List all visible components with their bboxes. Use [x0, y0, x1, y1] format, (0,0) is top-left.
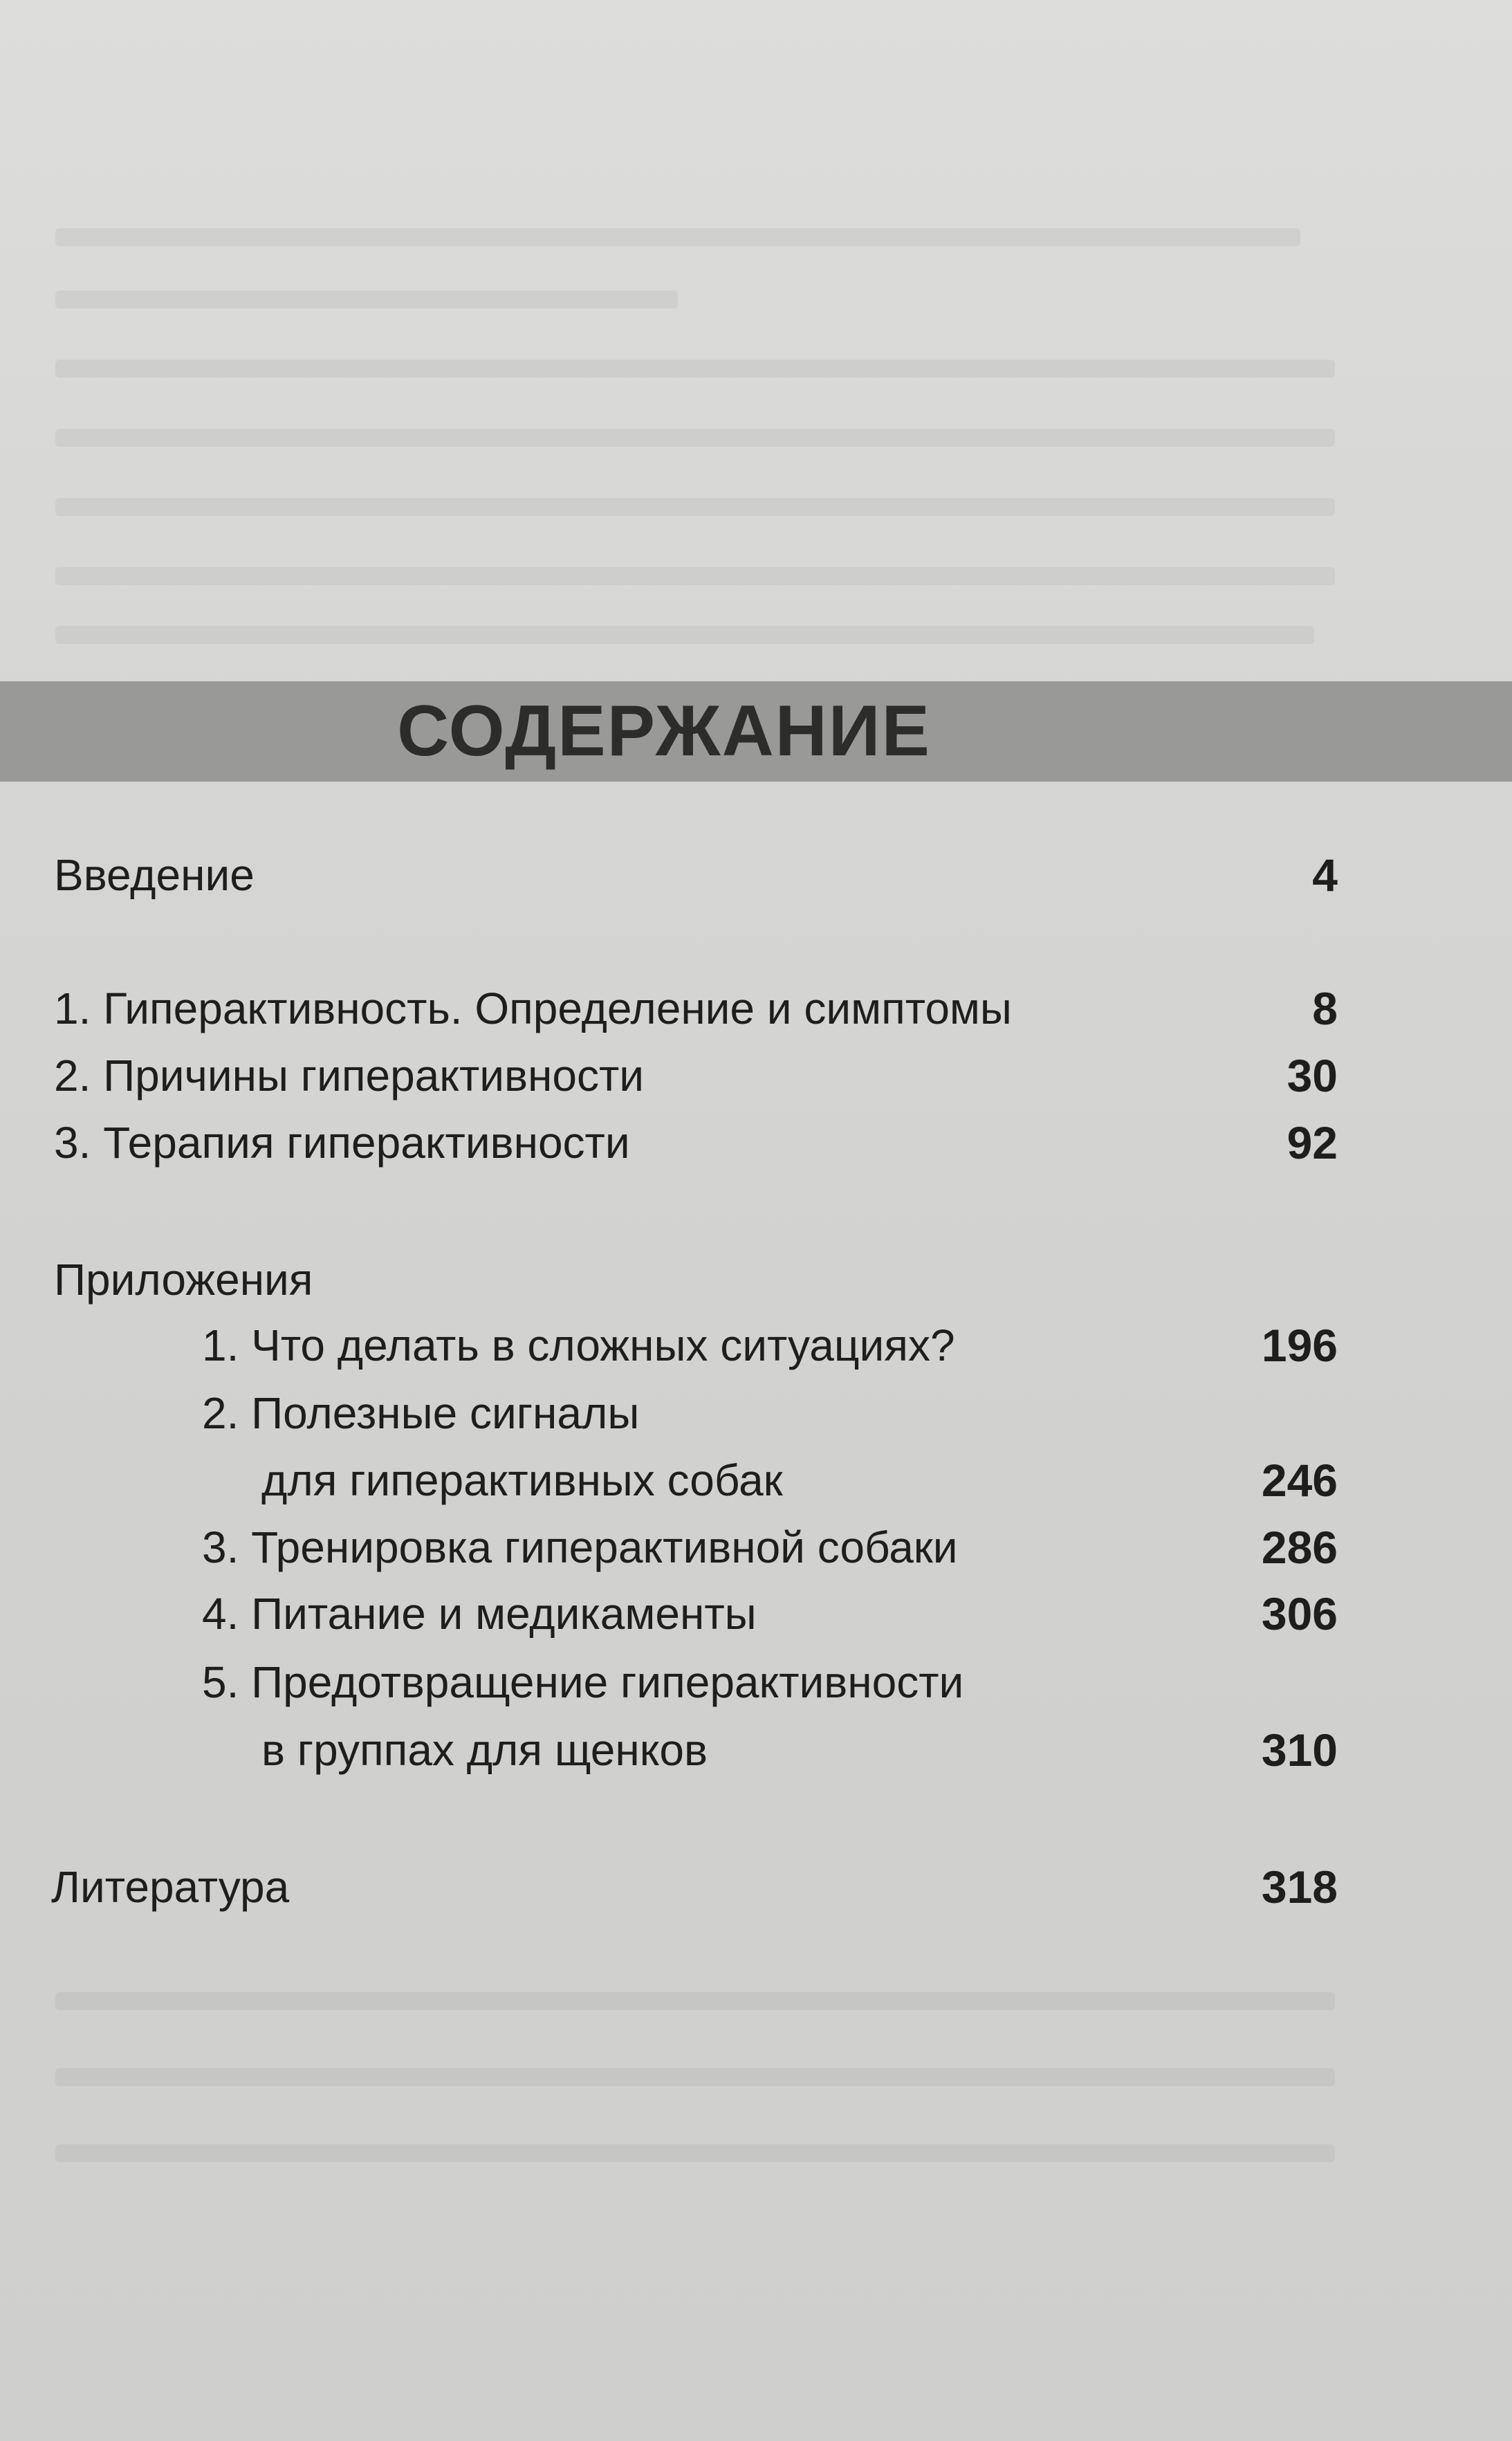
toc-entry-page: 306	[1261, 1588, 1338, 1639]
toc-entry-chapter-2[interactable]	[0, 1048, 1512, 1103]
toc-entry-page: 246	[1261, 1455, 1338, 1506]
toc-entry-appendix-5-cont[interactable]	[0, 1722, 1512, 1778]
toc-entry-label: Приложения	[54, 1255, 313, 1305]
toc-entry-page: 286	[1261, 1522, 1338, 1573]
toc-entry-appendix-1[interactable]	[0, 1318, 1512, 1373]
toc-entry-page: 30	[1287, 1050, 1338, 1101]
toc-entry-label: 3. Терапия гиперактивности	[54, 1118, 630, 1168]
toc-entry-appendix-4[interactable]	[0, 1586, 1512, 1641]
toc-entry-label: 3. Тренировка гиперактивной собаки	[202, 1522, 958, 1572]
toc-entry-page: 92	[1287, 1117, 1338, 1168]
toc-entry-page: 196	[1261, 1320, 1338, 1371]
toc-entry-appendix-5[interactable]	[0, 1655, 1512, 1710]
toc-entry-intro[interactable]	[0, 847, 1512, 903]
toc-entry-label: для гиперактивных собак	[261, 1455, 783, 1505]
toc-entry-label: 4. Питание и медикаменты	[202, 1589, 757, 1639]
toc-entry-appendix-3[interactable]	[0, 1520, 1512, 1575]
toc-entry-label: Литература	[51, 1862, 290, 1912]
toc-entry-page: 310	[1261, 1724, 1338, 1776]
toc-entry-page: 8	[1312, 983, 1338, 1034]
toc-entry-label: 1. Что делать в сложных ситуациях?	[202, 1320, 955, 1370]
toc-entry-label: 5. Предотвращение гиперактивности	[202, 1657, 964, 1707]
toc-entry-label: в группах для щенков	[261, 1725, 708, 1775]
toc-entry-label: 1. Гиперактивность. Определение и симптомы	[54, 984, 1012, 1033]
toc-entry-bibliography[interactable]	[0, 1859, 1512, 1915]
toc-entry-appendix-2[interactable]	[0, 1385, 1512, 1441]
toc-entry-appendices[interactable]	[0, 1252, 1512, 1307]
toc-entry-label: 2. Полезные сигналы	[202, 1388, 640, 1438]
toc-entry-chapter-1[interactable]	[0, 981, 1512, 1036]
toc-heading: СОДЕРЖАНИЕ	[397, 691, 931, 771]
toc-entry-label: 2. Причины гиперактивности	[54, 1051, 645, 1100]
toc-entry-page: 318	[1261, 1861, 1338, 1913]
toc-entry-page: 4	[1312, 849, 1338, 901]
toc-entry-appendix-2-cont[interactable]	[0, 1453, 1512, 1508]
toc-entry-label: Введение	[54, 850, 255, 900]
toc-entry-chapter-3[interactable]	[0, 1115, 1512, 1170]
